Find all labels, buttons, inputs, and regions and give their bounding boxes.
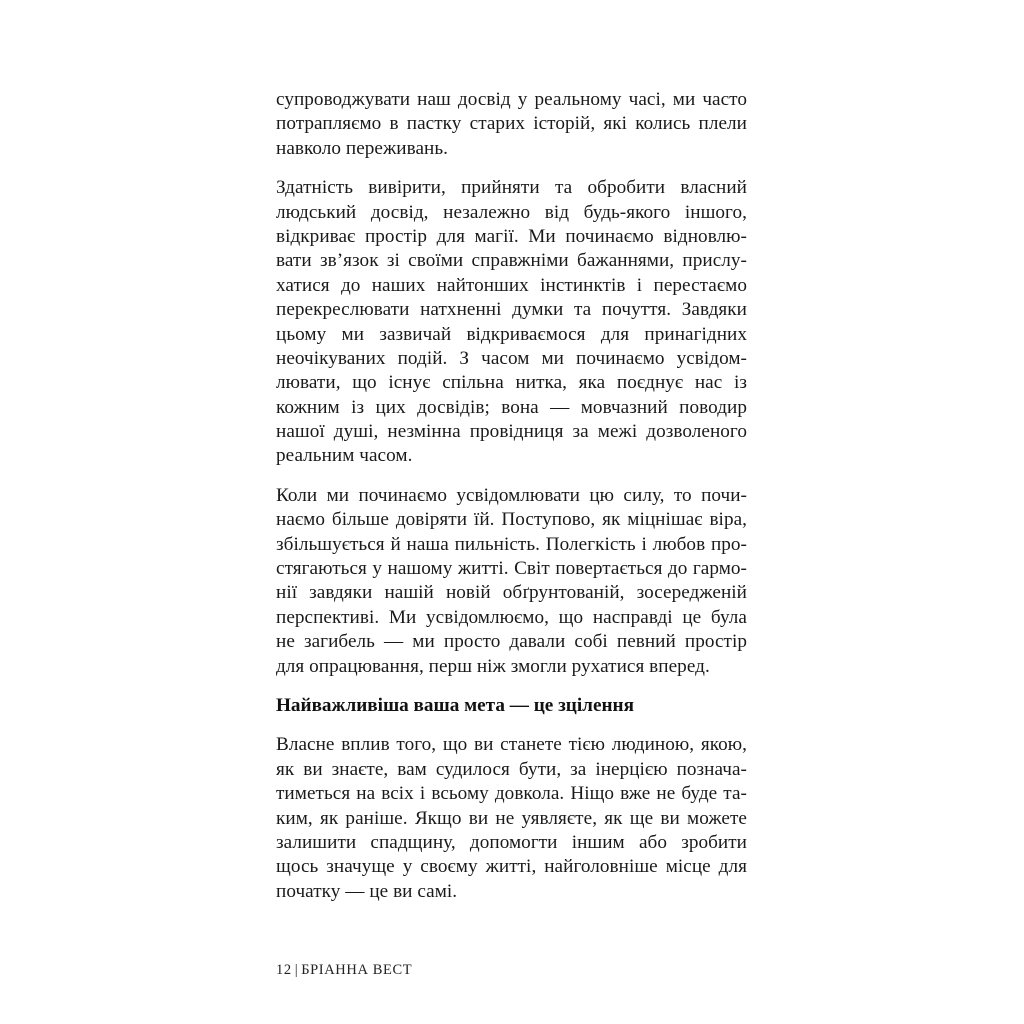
paragraph-2 [276,176,747,469]
text-line: лювати, що існує спільна нитка, яка поєднує нас із [276,372,747,394]
text-line: ким, як раніше. Якщо ви не уявляєте, як ще ви можете [276,807,747,829]
text-line: реальним часом. [276,445,413,467]
text-line: стягаються у нашому житті. Світ повертається до гармо- [276,558,747,580]
section-heading: Найважливіша ваша мета — це зцілення [276,694,634,716]
text-line: відкриває простір для магії. Ми починаємо відновлю- [276,225,747,247]
book-page-text [276,88,747,919]
paragraph-3 [276,484,747,679]
text-line: людський досвід, незалежно від будь-якого іншого, [276,201,747,223]
text-line: початку — це ви самі. [276,880,458,902]
text-line: нії завдяки нашій новій обґрунтованій, зосередженій [276,582,747,604]
text-line: наємо більше довіряти їй. Поступово, як міцнішає віра, [276,509,747,531]
text-line: кожним із цих досвідів; вона — мовчазний поводир [276,396,747,418]
footer-separator: | [294,962,299,978]
text-line: не загибель — ми просто давали собі певний простір [276,631,747,653]
text-line: цьому ми зазвичай відкриваємося для принагідних [276,323,747,345]
text-line: потрапляємо в пастку старих історій, які колись плели [276,113,747,135]
text-line: щось значуще у своєму житті, найголовніше місце для [276,856,747,878]
text-line: Власне вплив того, що ви станете тією людиною, якою, [276,734,747,756]
text-line: Коли ми починаємо усвідомлювати цю силу, то почи- [276,484,747,506]
paragraph-1 [276,88,747,161]
text-line: для опрацювання, перш ніж змогли рухатися вперед. [276,655,710,677]
page-footer [276,962,412,979]
text-line: нашої душі, незмінна провідниця за межі дозволеного [276,421,747,443]
page-number: 12 [276,962,292,978]
text-line: неочікуваних подій. З часом ми починаємо усвідом- [276,347,747,369]
text-line: супроводжувати наш досвід у реальному часі, ми часто [276,89,747,110]
text-line: перспективі. Ми усвідомлюємо, що насправді це була [276,606,747,628]
text-line: збільшується й наша пильність. Полегкість і любов про- [276,533,747,555]
text-line: Здатність вивірити, прийняти та обробити власний [276,177,747,199]
text-line: хатися до наших найтонших інстинктів і перестаємо [276,274,747,296]
text-line: тиметься на всіх і всьому довкола. Ніщо вже не буде та- [276,783,747,805]
text-line: вати зв’язок зі своїми справжніми бажаннями, прислу- [276,250,747,272]
text-line: як ви знаєте, вам судилося бути, за інерцією познача- [276,758,747,780]
text-line: навколо переживань. [276,137,449,159]
text-line: залишити спадщину, допомогти іншим або зробити [276,831,747,853]
paragraph-4 [276,733,747,904]
author-name: БРІАННА ВЕСТ [301,962,413,978]
text-line: перекреслювати натхненні думки та почуття. Завдяки [276,299,747,321]
